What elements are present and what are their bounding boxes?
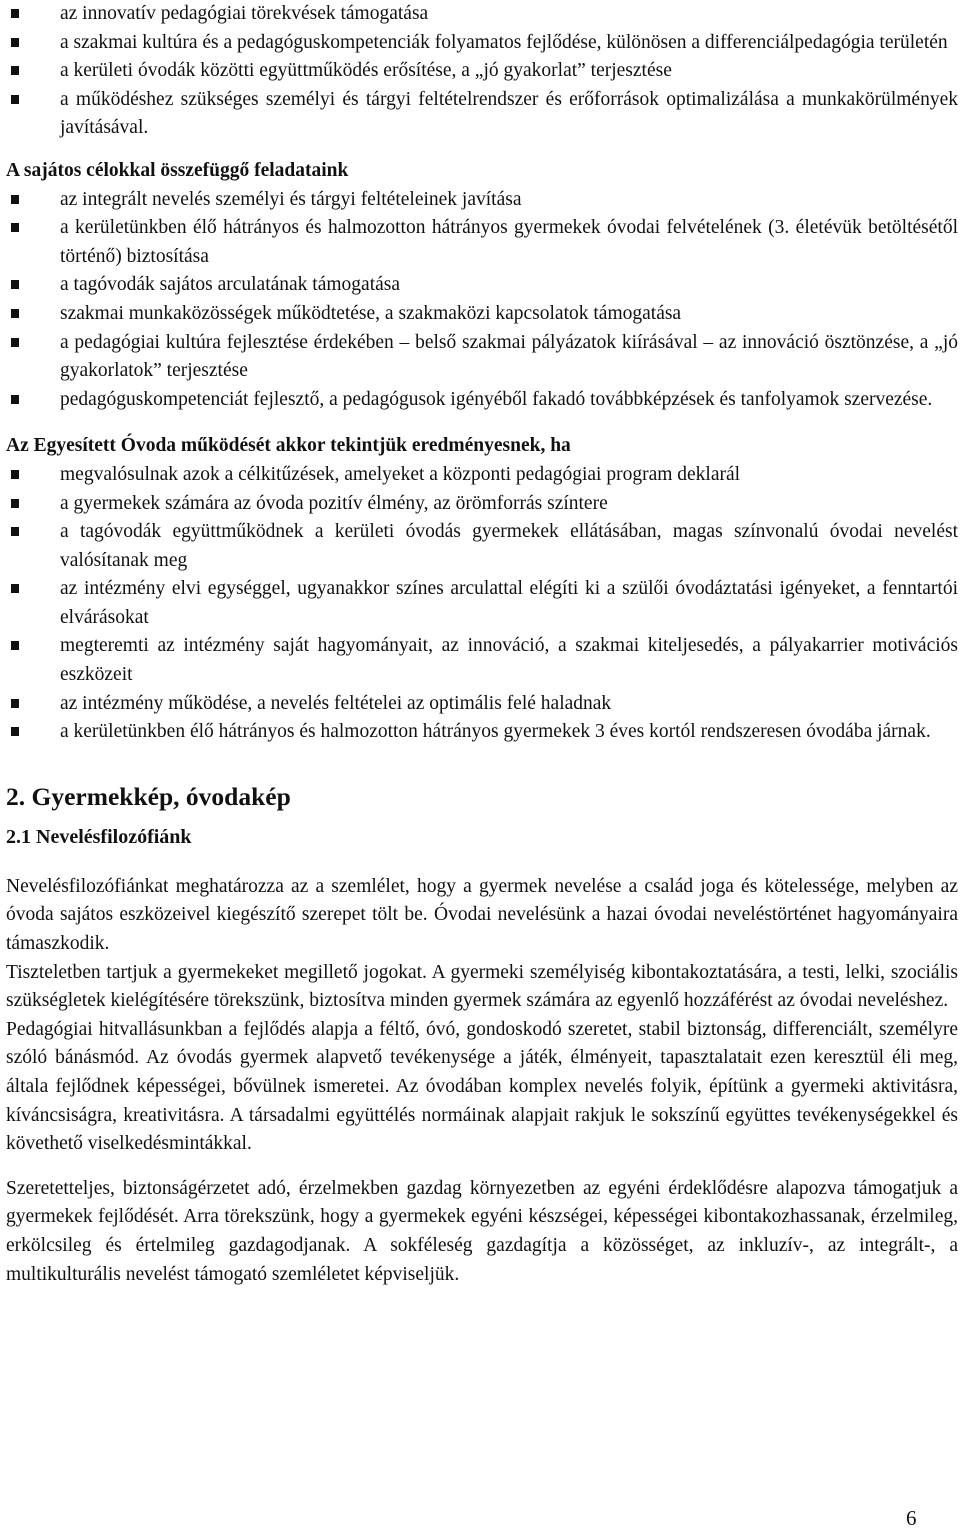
list-item-text: megvalósulnak azok a célkitűzések, amelyeket a központi pedagógiai program deklarál — [60, 463, 741, 485]
success-list — [6, 461, 958, 747]
goals-list — [6, 0, 958, 143]
list-item-text: megteremti az intézmény saját hagyományait, az innováció, a szakmai kiteljesedés, a pályakarrier motivációs eszközeit — [60, 635, 958, 686]
section-title: 2. Gyermekkép, óvodakép — [6, 781, 291, 811]
success-heading: Az Egyesített Óvoda működését akkor tekintjük eredményesnek, ha — [6, 435, 571, 457]
square-bullet-icon — [11, 338, 19, 347]
square-bullet-icon — [11, 9, 19, 18]
body-text — [6, 873, 958, 1289]
list-item-text: a kerületünkben élő hátrányos és halmozotton hátrányos gyermekek óvodai felvételének (3. életévük betöltésétől történő) biztosítása — [60, 217, 958, 267]
square-bullet-icon — [11, 584, 19, 593]
list-item-text: a szakmai kultúra és a pedagóguskompetenciák folyamatos fejlődése, különösen a differenciálpedagógia területén — [60, 31, 948, 53]
list-item-text: az intézmény elvi egységgel, ugyanakkor színes arculattal elégíti ki a szülői óvodáztatási igényeket, a fenntartói elvárásokat — [60, 578, 958, 628]
square-bullet-icon — [11, 195, 19, 204]
list-item-text: pedagóguskompetenciát fejlesztő, a pedagógusok igényéből fakadó továbbképzések és tanfolyamok szervezése. — [60, 388, 933, 410]
subsection-title: 2.1 Nevelésfilozófiánk — [6, 825, 192, 848]
list-item-text: a kerületünkben élő hátrányos és halmozotton hátrányos gyermekek 3 éves kortól rendszeresen óvodába járnak. — [60, 721, 931, 743]
tasks-heading: A sajátos célokkal összefüggő feladataink — [6, 159, 349, 181]
page-number: 6 — [906, 1506, 917, 1530]
square-bullet-icon — [11, 641, 19, 650]
list-item — [6, 86, 958, 143]
list-item — [6, 300, 958, 329]
square-bullet-icon — [11, 309, 19, 318]
square-bullet-icon — [11, 223, 19, 232]
tasks-list — [6, 186, 958, 415]
square-bullet-icon — [11, 280, 19, 289]
list-item — [6, 490, 958, 519]
page-content — [6, 0, 958, 1289]
paragraph: Szeretetteljes, biztonságérzetet adó, érzelmekben gazdag környezetben az egyéni érdeklődésre alapozva támogatjuk a gyermekek fejlődését. Arra törekszünk, hogy a gyermekek egyéni készségei, képességei kibontakozhassanak, érzelmileg, erkölcsileg és értelmileg gazdagodjanak. A sokféleség gazdagítja a közösséget, az inkluzív-, az integrált-, a multikulturális nevelést támogató szemléletet képviseljük. — [6, 1177, 958, 1285]
list-item — [6, 29, 958, 58]
paragraph: Pedagógiai hitvallásunkban a fejlődés alapja a féltő, óvó, gondoskodó szeretet, stabil biztonság, differenciált, személyre szóló bánásmód. Az óvodás gyermek alapvető tevékenysége a játék, élményeit, tapasztalatait ezen keresztül éli meg, általa fejlődnek képességei, bővülnek ismeretei. Az óvodában komplex nevelés folyik, építünk a gyermeki aktivitásra, kíváncsiságra, kreativitásra. A társadalmi együttélés normáinak alapjait rakjuk le sokszínű együttes tevékenységekkel és követhető viselkedésmintákkal. — [6, 1018, 958, 1155]
list-item-text: a gyermekek számára az óvoda pozitív élmény, az örömforrás színtere — [60, 492, 608, 514]
list-item-text: az intézmény működése, a nevelés feltételei az optimális felé haladnak — [60, 692, 612, 714]
list-item — [6, 386, 958, 415]
square-bullet-icon — [11, 395, 19, 404]
list-item — [6, 214, 958, 271]
list-item-text: szakmai munkaközösségek működtetése, a szakmaközi kapcsolatok támogatása — [60, 302, 682, 324]
square-bullet-icon — [11, 470, 19, 479]
list-item — [6, 718, 958, 747]
paragraph: Tiszteletben tartjuk a gyermekeket megillető jogokat. A gyermeki személyiség kibontakoztatására, a testi, lelki, szociális szükségletek kielégítésére törekszünk, biztosítva minden gyermek számára az egyenlő hozzáférést az óvodai neveléshez. — [6, 961, 958, 1012]
paragraph: Nevelésfilozófiánkat meghatározza az a szemlélet, hogy a gyermek nevelése a család joga és kötelessége, melyben az óvoda sajátos eszközeivel kiegészítő szerepet tölt be. Óvodai nevelésünk a hazai óvodai neveléstörténet hagyományaira támaszkodik. — [6, 875, 958, 955]
square-bullet-icon — [11, 727, 19, 736]
square-bullet-icon — [11, 499, 19, 508]
list-item — [6, 632, 958, 689]
list-item — [6, 518, 958, 575]
list-item — [6, 186, 958, 215]
square-bullet-icon — [11, 527, 19, 536]
list-item — [6, 461, 958, 490]
list-item-text: az innovatív pedagógiai törekvések támogatása — [60, 3, 429, 24]
square-bullet-icon — [11, 38, 19, 47]
list-item-text: az integrált nevelés személyi és tárgyi feltételeinek javítása — [60, 188, 522, 210]
square-bullet-icon — [11, 66, 19, 75]
list-item-text: a kerületi óvodák közötti együttműködés erősítése, a „jó gyakorlat” terjesztése — [60, 60, 672, 82]
list-item — [6, 57, 958, 86]
list-item — [6, 271, 958, 300]
list-item — [6, 575, 958, 632]
list-item-text: a tagóvodák sajátos arculatának támogatása — [60, 274, 401, 296]
square-bullet-icon — [11, 699, 19, 708]
list-item — [6, 0, 958, 29]
list-item-text: a működéshez szükséges személyi és tárgyi feltételrendszer és erőforrások optimalizálása a munkakörülmények javításával. — [60, 88, 958, 139]
square-bullet-icon — [11, 95, 19, 104]
list-item-text: a tagóvodák együttműködnek a kerületi óvodás gyermekek ellátásában, magas színvonalú óvodai nevelést valósítanak meg — [60, 521, 958, 571]
list-item-text: a pedagógiai kultúra fejlesztése érdekében – belső szakmai pályázatok kiírásával – az innováció ösztönzése, a „jó gyakorlatok” terjesztése — [60, 331, 958, 382]
list-item — [6, 690, 958, 719]
list-item — [6, 329, 958, 386]
